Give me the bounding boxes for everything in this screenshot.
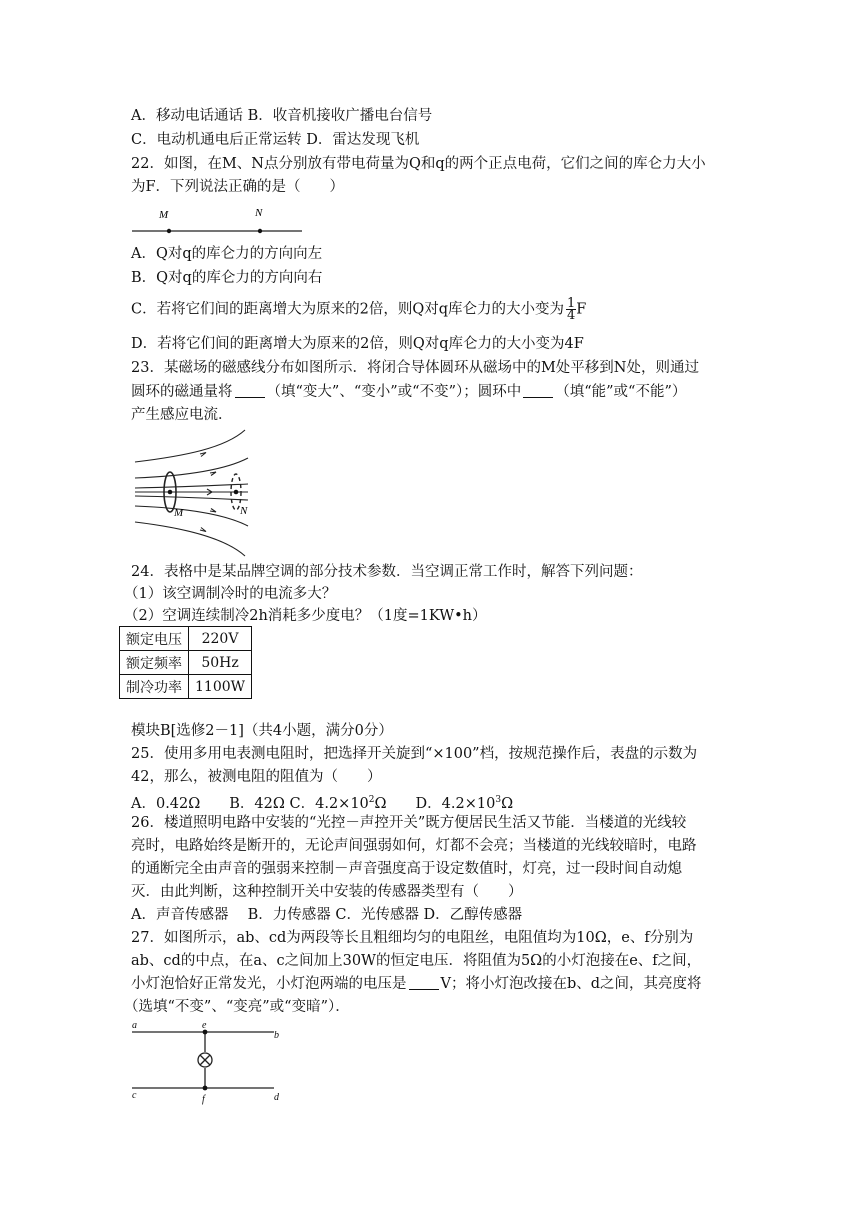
table-row	[120, 675, 252, 699]
q22-option-c-unit: F	[576, 301, 587, 318]
q22-charges-figure	[130, 200, 310, 236]
q21-options-cd: C．电动机通电后正常运转 D．雷达发现飞机	[131, 132, 420, 148]
fraction-denominator: 4	[567, 308, 576, 323]
ac-spec-table	[119, 626, 252, 699]
q23-line2-part3: （填“能”或“不能”）	[555, 384, 687, 400]
table-cell-label: 额定频率	[120, 651, 189, 675]
q27-label-c: c	[132, 1090, 137, 1101]
q25-options-part3: Ω	[501, 795, 514, 812]
q25-options-part2: Ω D．4.2×10	[374, 795, 496, 812]
exponent: 3	[495, 795, 502, 805]
q26-options: A．声音传感器 B．力传感器 C．光传感器 D．乙醇传感器	[131, 907, 523, 923]
q22-option-d: D．若将它们间的距离增大为原来的2倍，则Q对q库仑力的大小变为4F	[131, 336, 584, 352]
q23-label-n: N	[240, 505, 248, 517]
q23-label-m: M	[174, 507, 184, 519]
table-cell-label: 制冷功率	[120, 675, 189, 699]
q22-label-n: N	[255, 207, 263, 219]
q25-options	[131, 790, 513, 814]
q26-line2: 亮时，电路始终是断开的，无论声间强弱如何，灯都不会亮；当楼道的光线较暗时，电路	[131, 838, 697, 854]
exponent: 2	[368, 795, 375, 805]
answer-blank[interactable]	[523, 383, 553, 398]
q27-label-b: b	[274, 1030, 279, 1041]
q27-label-f: f	[202, 1094, 205, 1105]
q22-option-b: B．Q对q的库仑力的方向向右	[131, 270, 323, 286]
q23-line1: 23．某磁场的磁感线分布如图所示．将闭合导体圆环从磁场中的M处平移到N处，则通过	[131, 360, 699, 376]
q26-line3: 的通断完全由声音的强弱来控制－声音强度高于设定数值时，灯亮，过一段时间自动熄	[131, 861, 682, 877]
q23-line2-part1: 圆环的磁通量将	[131, 384, 233, 400]
fraction-numerator: 1	[567, 296, 576, 311]
table-row	[120, 651, 252, 675]
q23-line2-part2: （填“变大”、“变小”或“不变”）；圆环中	[266, 384, 522, 400]
q24-sub1: （1）该空调制冷时的电流多大？	[124, 586, 337, 602]
q27-line2: ab、cd的中点，在a、c之间加上30W的恒定电压．将阻值为5Ω的小灯泡接在e、f之间，	[131, 953, 702, 969]
q23-magnetic-field-figure	[130, 428, 255, 558]
q27-label-a: a	[132, 1020, 137, 1031]
q22-stem-line1: 22．如图，在M、N点分别放有带电荷量为Q和q的两个正点电荷，它们之间的库仑力大小	[131, 156, 706, 172]
q27-circuit-figure	[128, 1018, 288, 1104]
q27-line3	[131, 974, 702, 994]
table-cell-value: 50Hz	[189, 651, 252, 675]
q27-line3-part1: 小灯泡恰好正常发光，小灯泡两端的电压是	[131, 976, 407, 992]
q22-option-a: A．Q对q的库仑力的方向向左	[131, 246, 323, 262]
q25-line1: 25．使用多用电表测电阻时，把选择开关旋到“×100”档，按规范操作后，表盘的示数为	[131, 746, 698, 762]
table-row	[120, 627, 252, 651]
answer-blank[interactable]	[409, 975, 439, 990]
fraction	[566, 298, 576, 321]
q24-sub2: （2）空调连续制冷2h消耗多少度电？（1度=1KW•h）	[124, 608, 487, 624]
q22-stem-line2: 为F．下列说法正确的是（ ）	[131, 179, 345, 195]
q26-line4: 灭．由此判断，这种控制开关中安装的传感器类型有（ ）	[131, 884, 523, 900]
q27-line3-part2: V；将小灯泡改接在b、d之间，其亮度将	[440, 976, 702, 992]
q22-option-c-text: C．若将它们间的距离增大为原来的2倍，则Q对q库仑力的大小变为	[131, 301, 564, 318]
module-b-heading: 模块B[选修2－1]（共4小题，满分0分）	[131, 723, 393, 739]
q25-line2: 42，那么，被测电阻的阻值为（ ）	[131, 769, 382, 785]
table-cell-value: 220V	[189, 627, 252, 651]
answer-blank[interactable]	[235, 383, 265, 398]
q21-options-ab: A．移动电话通话 B．收音机接收广播电台信号	[131, 108, 433, 124]
q27-line1: 27．如图所示，ab、cd为两段等长且粗细均匀的电阻丝，电阻值均为10Ω，e、f分别为	[131, 930, 694, 946]
q26-line1: 26．楼道照明电路中安装的“光控－声控开关”既方便居民生活又节能．当楼道的光线较	[131, 815, 687, 831]
q24-stem: 24．表格中是某品牌空调的部分技术参数．当空调正常工作时，解答下列问题：	[131, 564, 643, 580]
q27-label-e: e	[202, 1020, 207, 1031]
q27-label-d: d	[274, 1092, 279, 1103]
q22-option-c	[131, 298, 586, 321]
q23-line3: 产生感应电流．	[131, 407, 233, 423]
q25-options-part1: A．0.42Ω B．42Ω C．4.2×10	[131, 795, 369, 812]
q23-line2	[131, 382, 686, 402]
q22-label-m: M	[159, 209, 169, 221]
table-cell-label: 额定电压	[120, 627, 189, 651]
table-cell-value: 1100W	[189, 675, 252, 699]
q27-line4: （选填“不变”、“变亮”或“变暗”）．	[124, 999, 350, 1015]
